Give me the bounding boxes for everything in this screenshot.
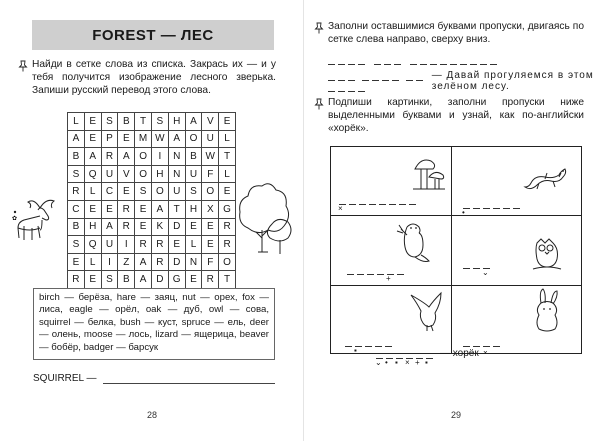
grid-row [68,253,236,271]
grid-cell[interactable]: B [118,113,135,131]
grid-row [68,113,236,131]
grid-cell[interactable]: E [68,253,85,271]
grid-cell[interactable]: A [135,253,152,271]
grid-cell[interactable]: E [84,113,101,131]
grid-cell[interactable]: S [135,183,152,201]
final-label: — хорёк [440,348,479,359]
grid-cell[interactable]: Q [84,165,101,183]
answer-label: SQUIRREL — [33,373,97,384]
grid-cell[interactable]: M [135,130,152,148]
eagle-illustration [407,289,445,333]
grid-cell[interactable]: E [185,218,202,236]
grid-cell[interactable]: S [185,183,202,201]
grid-cell[interactable]: E [135,218,152,236]
grid-cell[interactable]: S [151,113,168,131]
grid-cell[interactable]: A [151,200,168,218]
sentence-tail: — Давай прогуляемся в этом зелёном лесу. [431,70,594,92]
grid-cell[interactable]: D [151,271,168,289]
grid-cell[interactable]: E [118,183,135,201]
word-list-box: birch — берёза, hare — заяц, nut — орех, fox — лиса, eagle — орёл, oak — дуб, owl — сова, squirrel — белка, bush — куст, spruce — ель, deer — олень, moose — лось, lizard — ящерица, beaver — бобёр, badger — барсук [33,288,275,360]
grid-cell[interactable]: N [168,148,185,166]
grid-cell[interactable]: U [101,236,118,254]
grid-cell[interactable]: V [118,165,135,183]
grid-cell[interactable]: O [185,130,202,148]
grid-cell[interactable]: R [202,271,219,289]
grid-row [68,218,236,236]
grid-cell[interactable]: Z [118,253,135,271]
picture-instruction: Подпиши картинки, заполни пропуски ниже выделенными буквами и узнай, как по-английски «хорёк». [328,97,584,134]
pushpin-icon [18,60,28,72]
grid-cell[interactable]: A [185,113,202,131]
word-search-grid [67,112,236,289]
grid-cell[interactable]: E [185,271,202,289]
grid-cell[interactable]: P [101,130,118,148]
grid-cell[interactable]: A [118,148,135,166]
grid-cell[interactable]: U [202,130,219,148]
grid-cell[interactable]: E [219,113,236,131]
label-blanks-hare[interactable]: ⌄ [463,337,503,347]
final-blanks[interactable]: ⌄ • ▪ × + ▪ [376,348,436,359]
final-answer-row [375,348,479,367]
grid-cell[interactable]: H [151,165,168,183]
grid-cell[interactable]: R [68,183,85,201]
grid-cell[interactable]: A [135,271,152,289]
beaver-illustration [393,217,433,267]
grid-cell[interactable]: T [168,200,185,218]
grid-row [68,236,236,254]
grid-cell[interactable]: L [219,130,236,148]
mushroom-illustration [411,155,447,195]
grid-cell[interactable]: E [84,130,101,148]
grid-cell[interactable]: E [84,200,101,218]
fill-blanks-row-2 [328,70,608,92]
grid-cell[interactable]: D [168,218,185,236]
grid-cell[interactable]: R [68,271,85,289]
grid-cell[interactable]: A [168,130,185,148]
pushpin-icon [314,98,324,110]
grid-cell[interactable]: F [202,253,219,271]
grid-cell[interactable]: R [219,236,236,254]
moose-illustration [10,196,68,252]
grid-row [68,271,236,289]
grid-cell[interactable]: O [202,183,219,201]
grid-cell[interactable]: T [219,271,236,289]
grid-cell[interactable]: S [101,113,118,131]
picture-grid [330,146,582,354]
grid-cell[interactable]: U [101,165,118,183]
grid-cell[interactable]: I [151,148,168,166]
label-blanks-beaver[interactable]: + [347,265,407,275]
grid-cell[interactable]: E [84,271,101,289]
grid-cell[interactable]: B [68,218,85,236]
grid-cell[interactable]: N [185,253,202,271]
grid-cell[interactable]: R [151,236,168,254]
grid-row [68,148,236,166]
grid-cell[interactable]: S [68,236,85,254]
label-blanks-mushroom[interactable]: × [339,195,419,205]
grid-cell[interactable]: R [135,236,152,254]
grid-cell[interactable]: E [168,236,185,254]
grid-cell[interactable]: U [168,183,185,201]
grid-cell[interactable]: B [118,271,135,289]
grid-cell[interactable]: L [219,165,236,183]
grid-cell[interactable]: R [101,148,118,166]
task-instruction: Найди в сетке слова из списка. Закрась их — и у тебя получится изображение лесного зверька. Запиши русский перевод этого слова. [32,59,276,96]
grid-cell[interactable]: O [135,165,152,183]
grid-cell[interactable]: R [118,218,135,236]
pushpin-icon [314,22,324,34]
grid-row [68,183,236,201]
grid-cell[interactable]: T [135,113,152,131]
grid-row [68,165,236,183]
grid-cell[interactable]: S [68,165,85,183]
grid-cell[interactable]: G [168,271,185,289]
grid-cell[interactable]: B [68,148,85,166]
grid-cell[interactable]: F [202,165,219,183]
fill-instruction: Заполни оставшимися буквами пропуски, двигаясь по сетке слева направо, сверху вниз. [328,21,584,45]
label-blanks-eagle[interactable]: ▪ [345,337,395,347]
grid-cell[interactable]: X [202,200,219,218]
grid-cell[interactable]: N [168,165,185,183]
grid-cell[interactable]: I [118,236,135,254]
grid-cell[interactable]: S [101,271,118,289]
grid-cell[interactable]: K [151,218,168,236]
grid-cell[interactable]: E [202,218,219,236]
grid-cell[interactable]: T [219,148,236,166]
grid-cell[interactable]: C [68,200,85,218]
grid-cell[interactable]: E [118,130,135,148]
right-page [304,0,608,441]
grid-row [68,130,236,148]
grid-cell[interactable]: I [101,253,118,271]
grid-cell[interactable]: C [101,183,118,201]
page-number: 28 [147,410,158,420]
grid-cell[interactable]: R [219,218,236,236]
grid-cell[interactable]: L [68,113,85,131]
grid-cell[interactable]: E [135,200,152,218]
hare-illustration [531,287,565,335]
grid-cell[interactable]: G [219,200,236,218]
grid-cell[interactable]: A [101,218,118,236]
grid-cell[interactable]: U [185,165,202,183]
grid-cell[interactable]: B [185,148,202,166]
grid-cell[interactable]: H [84,218,101,236]
grid-cell[interactable]: W [151,130,168,148]
answer-line [33,373,275,384]
answer-input-line[interactable] [103,374,275,384]
grid-cell[interactable]: V [202,113,219,131]
grid-cell[interactable]: E [101,200,118,218]
fill-blanks-row-1[interactable] [328,54,500,65]
grid-row [68,200,236,218]
grid-cell[interactable]: O [135,148,152,166]
grid-cell[interactable]: Q [84,236,101,254]
label-blanks-owl[interactable]: ⌄ [463,259,493,269]
grid-cell[interactable]: A [68,130,85,148]
grid-cell[interactable]: W [202,148,219,166]
grid-cell[interactable]: H [168,113,185,131]
grid-cell[interactable]: L [84,253,101,271]
owl-illustration [531,235,563,275]
grid-cell[interactable]: O [151,183,168,201]
tree-illustration [234,176,294,256]
grid-cell[interactable]: E [219,183,236,201]
page-title: FOREST — ЛЕС [32,20,274,50]
grid-cell[interactable]: H [185,200,202,218]
svg-text:✿: ✿ [12,216,18,222]
page-number: 29 [451,410,462,420]
grid-cell[interactable]: E [202,236,219,254]
grid-cell[interactable]: L [84,183,101,201]
label-blanks-lizard[interactable]: • [463,199,523,209]
lizard-illustration [521,163,571,193]
grid-cell[interactable]: O [219,253,236,271]
grid-cell[interactable]: R [118,200,135,218]
grid-cell[interactable]: D [168,253,185,271]
grid-cell[interactable]: A [84,148,101,166]
grid-cell[interactable]: R [151,253,168,271]
grid-cell[interactable]: L [185,236,202,254]
